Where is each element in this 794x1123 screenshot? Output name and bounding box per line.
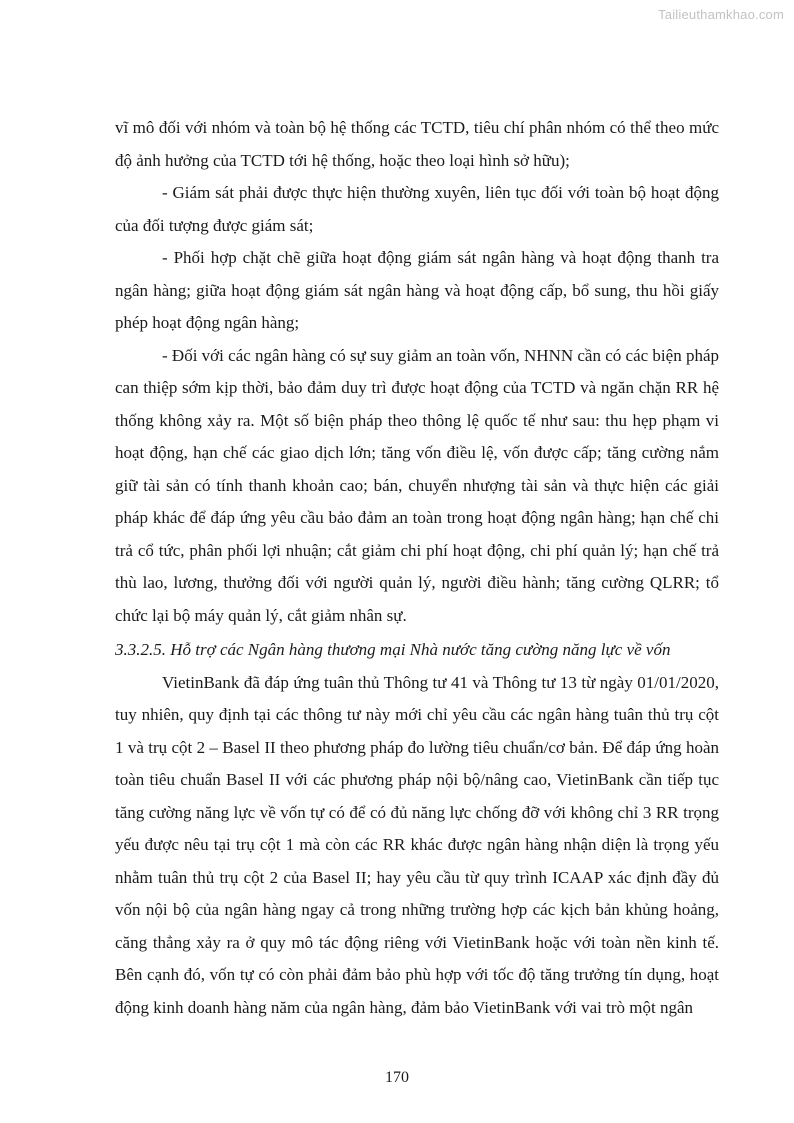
paragraph-vietinbank-capital: VietinBank đã đáp ứng tuân thủ Thông tư 41 và Thông tư 13 từ ngày 01/01/2020, tuy nhiên, quy định tại các thông tư này mới chỉ yêu cầu các ngân hàng tuân thủ trụ cột 1 và trụ cột 2 – Basel II theo phương pháp đo lường tiêu chuẩn/cơ bản. Để đáp ứng hoàn toàn tiêu chuẩn Basel II với các phương pháp nội bộ/nâng cao, VietinBank cần tiếp tục tăng cường năng lực về vốn tự có để có đủ năng lực chống đỡ với không chỉ 3 RR trọng yếu được nêu tại trụ cột 1 mà còn các RR khác được ngân hàng nhận diện là trọng yếu nhằm tuân thủ trụ cột 2 của Basel II; hay yêu cầu từ quy trình ICAAP xác định đầy đủ vốn nội bộ của ngân hàng ngay cả trong những trường hợp các kịch bản khủng hoảng, căng thẳng xảy ra ở quy mô tác động riêng với VietinBank hoặc với toàn nền kinh tế. Bên cạnh đó, vốn tự có còn phải đảm bảo phù hợp với tốc độ tăng trưởng tín dụng, hoạt động kinh doanh hàng năm của ngân hàng, đảm bảo VietinBank với vai trò một ngân [115,672,719,1017]
paragraph-continuation: vĩ mô đối với nhóm và toàn bộ hệ thống các TCTD, tiêu chí phân nhóm có thể theo mức độ ảnh hưởng của TCTD tới hệ thống, hoặc theo loại hình sở hữu); [115,118,719,170]
page-number: 170 [385,1069,409,1086]
paragraph-supervision-frequency: - Giám sát phải được thực hiện thường xuyên, liên tục đối với toàn bộ hoạt động của đối tượng được giám sát; [115,183,719,235]
document-body [115,112,719,1024]
section-heading: 3.3.2.5. Hỗ trợ các Ngân hàng thương mại Nhà nước tăng cường năng lực về vốn [115,640,671,659]
paragraph-coordination: - Phối hợp chặt chẽ giữa hoạt động giám sát ngân hàng và hoạt động thanh tra ngân hàng; giữa hoạt động giám sát ngân hàng và hoạt động cấp, bổ sung, thu hồi giấy phép hoạt động ngân hàng; [115,248,719,332]
watermark-text: Tailieuthamkhao.com [658,7,784,22]
paragraph-early-intervention: - Đối với các ngân hàng có sự suy giảm an toàn vốn, NHNN cần có các biện pháp can thiệp sớm kịp thời, bảo đảm duy trì được hoạt động của TCTD và ngăn chặn RR hệ thống không xảy ra. Một số biện pháp theo thông lệ quốc tế như sau: thu hẹp phạm vi hoạt động, hạn chế các giao dịch lớn; tăng vốn điều lệ, vốn được cấp; tăng cường nắm giữ tài sản có tính thanh khoản cao; bán, chuyển nhượng tài sản và thực hiện các giải pháp khác để đáp ứng yêu cầu bảo đảm an toàn trong hoạt động ngân hàng; hạn chế chi trả cổ tức, phân phối lợi nhuận; cắt giảm chi phí hoạt động, chi phí quản lý; hạn chế trả thù lao, lương, thưởng đối với người quản lý, người điều hành; tăng cường QLRR; tổ chức lại bộ máy quản lý, cắt giảm nhân sự. [115,345,719,625]
